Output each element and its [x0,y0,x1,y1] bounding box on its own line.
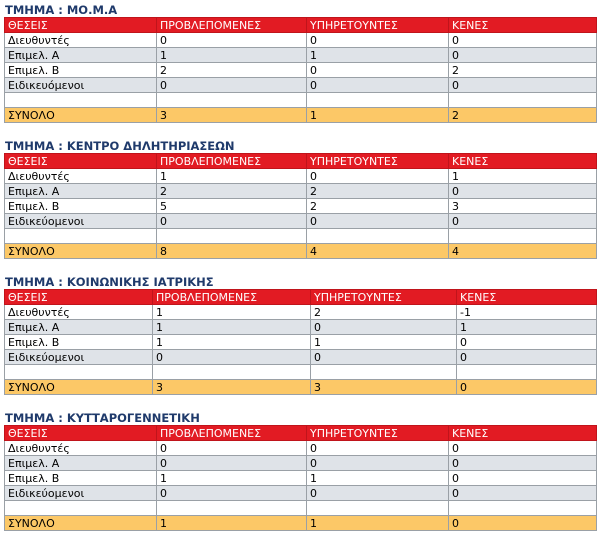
position-cell: Ειδικεύομενοι [5,214,157,229]
header-serving: ΥΠΗΡΕΤΟΥΝΤΕΣ [307,18,449,33]
serving-cell: 0 [307,63,449,78]
empty-cell [5,365,153,380]
vacant-cell: 0 [449,33,597,48]
table-row [5,78,597,93]
serving-cell: 0 [307,78,449,93]
total-planned: 3 [157,108,307,123]
position-cell: Επιμελ. Α [5,184,157,199]
vacant-cell: 0 [449,214,597,229]
serving-cell: 2 [307,199,449,214]
department-section [4,411,597,531]
section-title: ΤΜΗΜΑ : ΚΕΝΤΡΟ ΔΗΛΗΤΗΡΙΑΣΕΩΝ [5,139,235,153]
empty-cell [449,501,597,516]
department-section [4,139,597,259]
total-serving: 3 [311,380,457,395]
department-section [4,3,597,123]
header-vacant: ΚΕΝΕΣ [449,18,597,33]
header-positions: ΘΕΣΕΙΣ [5,18,157,33]
header-vacant: ΚΕΝΕΣ [449,154,597,169]
header-planned: ΠΡΟΒΛΕΠΟΜΕΝΕΣ [157,18,307,33]
position-cell: Ειδικευόμενοι [5,78,157,93]
position-cell: Διευθυντές [5,169,157,184]
table-row [5,305,597,320]
planned-cell: 0 [157,456,307,471]
table-row [5,184,597,199]
vacant-cell: 0 [449,78,597,93]
planned-cell: 1 [157,471,307,486]
planned-cell: 1 [157,169,307,184]
planned-cell: 0 [157,214,307,229]
planned-cell: 0 [157,486,307,501]
table-header-row [5,290,597,305]
vacant-cell: 0 [457,335,597,350]
vacant-cell: 0 [449,184,597,199]
position-cell: Ειδικεύομενοι [5,350,153,365]
empty-cell [307,229,449,244]
table-row [5,441,597,456]
position-cell: Διευθυντές [5,33,157,48]
position-cell: Επιμελ. Α [5,48,157,63]
serving-cell: 1 [311,335,457,350]
empty-cell [449,229,597,244]
table-row [5,33,597,48]
total-serving: 4 [307,244,449,259]
planned-cell: 5 [157,199,307,214]
total-planned: 8 [157,244,307,259]
vacant-cell: 2 [449,63,597,78]
staffing-table [4,153,597,259]
vacant-cell: 3 [449,199,597,214]
header-positions: ΘΕΣΕΙΣ [5,426,157,441]
header-positions: ΘΕΣΕΙΣ [5,154,157,169]
serving-cell: 0 [311,350,457,365]
staffing-table [4,425,597,531]
empty-row [5,501,597,516]
table-row [5,199,597,214]
position-cell: Επιμελ. Α [5,456,157,471]
serving-cell: 0 [307,214,449,229]
table-row [5,63,597,78]
empty-cell [5,229,157,244]
table-row [5,169,597,184]
vacant-cell: 0 [449,48,597,63]
position-cell: Επιμελ. Β [5,471,157,486]
planned-cell: 2 [157,184,307,199]
vacant-cell: -1 [457,305,597,320]
table-row [5,335,597,350]
table-row [5,456,597,471]
table-header-row [5,18,597,33]
serving-cell: 0 [307,169,449,184]
serving-cell: 0 [307,33,449,48]
total-label: ΣΥΝΟΛΟ [5,516,157,531]
position-cell: Διευθυντές [5,441,157,456]
empty-cell [311,365,457,380]
header-positions: ΘΕΣΕΙΣ [5,290,153,305]
empty-row [5,229,597,244]
empty-cell [157,501,307,516]
empty-cell [5,93,157,108]
department-section [4,275,597,395]
serving-cell: 0 [307,441,449,456]
total-vacant: 0 [457,380,597,395]
total-vacant: 0 [449,516,597,531]
total-planned: 3 [153,380,311,395]
vacant-cell: 0 [449,441,597,456]
planned-cell: 1 [153,335,311,350]
empty-cell [5,501,157,516]
serving-cell: 2 [307,184,449,199]
staffing-table [4,289,597,395]
empty-cell [449,93,597,108]
empty-cell [307,93,449,108]
table-row [5,471,597,486]
position-cell: Επιμελ. Β [5,63,157,78]
total-row [5,108,597,123]
planned-cell: 0 [157,78,307,93]
table-header-row [5,154,597,169]
vacant-cell: 1 [449,169,597,184]
total-planned: 1 [157,516,307,531]
header-serving: ΥΠΗΡΕΤΟΥΝΤΕΣ [307,154,449,169]
table-row [5,48,597,63]
header-vacant: ΚΕΝΕΣ [457,290,597,305]
header-serving: ΥΠΗΡΕΤΟΥΝΤΕΣ [311,290,457,305]
section-title: ΤΜΗΜΑ : ΜΟ.Μ.Α [5,3,118,17]
planned-cell: 0 [157,441,307,456]
vacant-cell: 1 [457,320,597,335]
total-row [5,244,597,259]
header-planned: ΠΡΟΒΛΕΠΟΜΕΝΕΣ [157,426,307,441]
serving-cell: 1 [307,471,449,486]
table-row [5,320,597,335]
total-row [5,516,597,531]
serving-cell: 1 [307,48,449,63]
planned-cell: 0 [157,33,307,48]
serving-cell: 0 [307,486,449,501]
serving-cell: 2 [311,305,457,320]
empty-row [5,93,597,108]
section-title: ΤΜΗΜΑ : ΚΥΤΤΑΡΟΓΕΝΝΕΤΙΚΗ [5,411,200,425]
total-vacant: 2 [449,108,597,123]
position-cell: Ειδικεύομενοι [5,486,157,501]
position-cell: Επιμελ. Β [5,199,157,214]
empty-row [5,365,597,380]
vacant-cell: 0 [449,486,597,501]
planned-cell: 2 [157,63,307,78]
vacant-cell: 0 [457,350,597,365]
section-title: ΤΜΗΜΑ : ΚΟΙΝΩΝΙΚΗΣ ΙΑΤΡΙΚΗΣ [5,275,214,289]
vacant-cell: 0 [449,456,597,471]
empty-cell [307,501,449,516]
header-vacant: ΚΕΝΕΣ [449,426,597,441]
position-cell: Επιμελ. Α [5,320,153,335]
planned-cell: 1 [153,305,311,320]
vacant-cell: 0 [449,471,597,486]
empty-cell [157,229,307,244]
header-planned: ΠΡΟΒΛΕΠΟΜΕΝΕΣ [157,154,307,169]
planned-cell: 1 [157,48,307,63]
position-cell: Επιμελ. Β [5,335,153,350]
table-header-row [5,426,597,441]
table-row [5,214,597,229]
empty-cell [457,365,597,380]
serving-cell: 0 [307,456,449,471]
total-serving: 1 [307,516,449,531]
header-serving: ΥΠΗΡΕΤΟΥΝΤΕΣ [307,426,449,441]
total-label: ΣΥΝΟΛΟ [5,108,157,123]
staffing-table [4,17,597,123]
header-planned: ΠΡΟΒΛΕΠΟΜΕΝΕΣ [153,290,311,305]
empty-cell [153,365,311,380]
total-vacant: 4 [449,244,597,259]
table-row [5,486,597,501]
total-label: ΣΥΝΟΛΟ [5,380,153,395]
total-serving: 1 [307,108,449,123]
serving-cell: 0 [311,320,457,335]
table-row [5,350,597,365]
total-label: ΣΥΝΟΛΟ [5,244,157,259]
empty-cell [157,93,307,108]
total-row [5,380,597,395]
position-cell: Διευθυντές [5,305,153,320]
planned-cell: 0 [153,350,311,365]
planned-cell: 1 [153,320,311,335]
